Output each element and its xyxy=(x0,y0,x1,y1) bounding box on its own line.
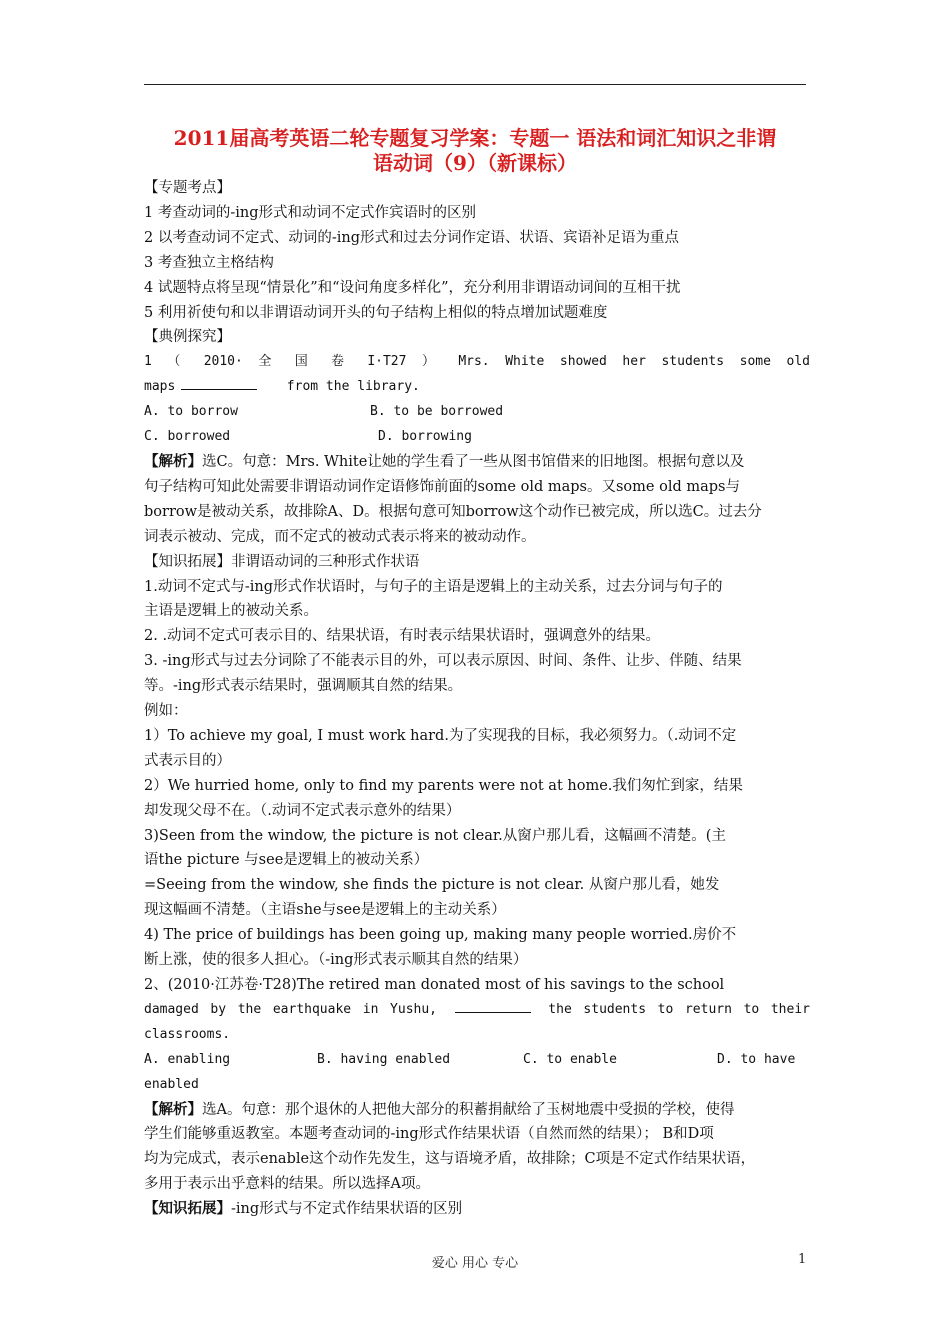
answer-blank xyxy=(181,375,257,390)
option-a: A. to borrow xyxy=(144,404,238,420)
option-d: D. to have xyxy=(717,1051,796,1067)
option-b: B. having enabled xyxy=(317,1051,451,1067)
option-a: A. enabling xyxy=(144,1051,231,1067)
extension-line: 例如： xyxy=(144,703,188,720)
extension-line: =Seeing from the window, she finds the picture is not clear. 从窗户那儿看，她发 xyxy=(144,877,720,894)
extension-line: 现这幅画不清楚。（主语she与see是逻辑上的主动关系） xyxy=(144,902,506,919)
title-line-1: 2011届高考英语二轮专题复习学案：专题一 语法和词汇知识之非谓 xyxy=(173,126,777,150)
option-c: C. to enable xyxy=(523,1051,617,1067)
extension-line: 断上涨，使的很多人担心。（-ing形式表示顺其自然的结果） xyxy=(144,952,528,969)
kaodian-item: 3 考查独立主格结构 xyxy=(144,254,274,271)
extension-line: 等。-ing形式表示结果时，强调顺其自然的结果。 xyxy=(144,678,463,695)
extension-line: 却发现父母不在。（.动词不定式表示意外的结果） xyxy=(144,802,461,819)
extension-line: 1.动词不定式与-ing形式作状语时，与句子的主语是逻辑上的主动关系，过去分词与句子的 xyxy=(144,578,723,595)
question-1-stem-cont: maps from the library. xyxy=(144,375,810,400)
analysis-line: 词表示被动、完成，而不定式的被动式表示将来的被动动作。 xyxy=(144,528,536,545)
kaodian-item: 5 利用祈使句和以非谓语动词开头的句子结构上相似的特点增加试题难度 xyxy=(144,304,608,321)
kaodian-item: 1 考查动词的-ing形式和动词不定式作宾语时的区别 xyxy=(144,204,476,221)
answer-blank xyxy=(455,998,531,1013)
question-2-stem-end: classrooms. xyxy=(144,1026,231,1042)
knowledge-extension-heading: 【知识拓展】-ing形式与不定式作结果状语的区别 xyxy=(144,1200,463,1218)
document-title xyxy=(140,126,810,176)
extension-line: 2. .动词不定式可表示目的、结果状语，有时表示结果状语时，强调意外的结果。 xyxy=(144,628,661,645)
analysis-line: 学生们能够重返教室。本题考查动词的-ing形式作结果状语（自然而然的结果）； B和D项 xyxy=(144,1126,714,1143)
page-number: 1 xyxy=(798,1252,807,1267)
extension-line: 主语是逻辑上的被动关系。 xyxy=(144,603,318,620)
extension-line: 3. -ing形式与过去分词除了不能表示目的外，可以表示原因、时间、条件、让步、伴随、结果 xyxy=(144,653,742,670)
kaodian-item: 2 以考查动词不定式、动词的-ing形式和过去分词作定语、状语、宾语补足语为重点 xyxy=(144,229,679,246)
option-d-cont: enabled xyxy=(144,1076,199,1092)
extension-line: 4) The price of buildings has been going up, making many people worried.房价不 xyxy=(144,927,737,944)
analysis-line: 均为完成式，表示enable这个动作先发生，这与语境矛盾，故排除；C项是不定式作结果状语， xyxy=(144,1151,756,1168)
extension-line: 式表示目的） xyxy=(144,752,231,769)
kaodian-item: 4 试题特点将呈现“情景化”和“设问角度多样化”，充分利用非谓语动词间的互相干扰 xyxy=(144,279,681,296)
document-body xyxy=(144,176,810,1222)
extension-line: 3)Seen from the window, the picture is not clear.从窗户那儿看，这幅画不清楚。(主 xyxy=(144,827,726,844)
knowledge-extension-heading: 【知识拓展】非谓语动词的三种形式作状语 xyxy=(144,553,420,570)
option-b: B. to be borrowed xyxy=(370,404,504,420)
question-1-stem: 1 （ 2010· 全 国 卷 I·T27 ） Mrs. White showed her students some old xyxy=(144,354,810,370)
header-rule xyxy=(144,84,806,85)
extension-line: 2）We hurried home, only to find my parents were not at home.我们匆忙到家，结果 xyxy=(144,777,743,794)
question-2-stem: 2、(2010·江苏卷·T28)The retired man donated most of his savings to the school xyxy=(144,977,725,993)
question-2-options xyxy=(144,1048,810,1073)
analysis-line: 多用于表示出乎意料的结果。所以选择A项。 xyxy=(144,1176,430,1193)
option-d: D. borrowing xyxy=(378,429,472,445)
question-2-stem-cont: damaged by the earthquake in Yushu, the students to return to their xyxy=(144,998,810,1023)
analysis-line: 句子结构可知此处需要非谓语动词作定语修饰前面的some old maps。又some old maps与 xyxy=(144,478,740,495)
title-line-2: 语动词（9）（新课标） xyxy=(373,151,577,175)
question-1-analysis: 【解析】选C。句意：Mrs. White让她的学生看了一些从图书馆借来的旧地图。根据句意以及 xyxy=(144,452,745,470)
question-1-options-cd xyxy=(144,425,810,450)
question-1-options-ab xyxy=(144,400,810,425)
option-c: C. borrowed xyxy=(144,429,231,445)
section-heading-kaodian: 【专题考点】 xyxy=(144,180,231,196)
page-footer: 爱心 用心 专心 xyxy=(431,1256,519,1271)
analysis-line: borrow是被动关系，故排除A、D。根据句意可知borrow这个动作已被完成，所以选C。过去分 xyxy=(144,503,762,520)
extension-line: 1）To achieve my goal, I must work hard.为了实现我的目标，我必须努力。（.动词不定 xyxy=(144,727,737,744)
section-heading-dianli: 【典例探究】 xyxy=(144,329,231,346)
extension-line: 语the picture 与see是逻辑上的被动关系） xyxy=(144,852,429,869)
question-2-analysis: 【解析】选A。句意：那个退休的人把他大部分的积蓄捐献给了玉树地震中受损的学校，使得 xyxy=(144,1100,735,1118)
